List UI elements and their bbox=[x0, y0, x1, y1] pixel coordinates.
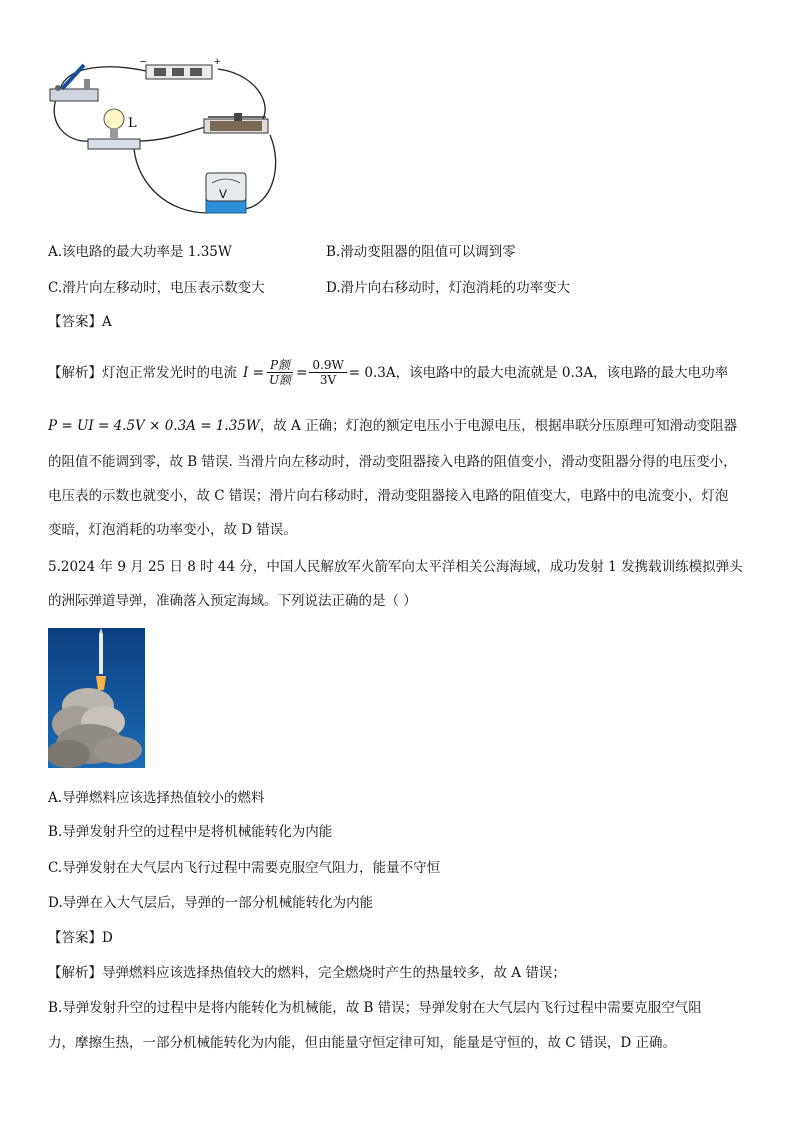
q4-option-d: D.滑片向右移动时，灯泡消耗的功率变大 bbox=[326, 280, 571, 296]
missile-launch-photo bbox=[48, 628, 145, 768]
formula-max-power: P = UI = 4.5V × 0.3A = 1.35W bbox=[48, 418, 260, 434]
formula-voltage-value: 3V bbox=[319, 373, 337, 387]
q5-analysis-line1: 【解析】导弹燃料应该选择热值较大的燃料，完全燃烧时产生的热量较多，故 A 错误； bbox=[48, 965, 566, 981]
formula-fraction-values bbox=[309, 358, 346, 387]
q5-option-d: D.导弹在入大气层后，导弹的一部分机械能转化为内能 bbox=[48, 895, 374, 911]
q4-analysis-line5: 变暗，灯泡消耗的功率变小，故 D 错误。 bbox=[48, 522, 297, 538]
q5-analysis-line2: B.导弹发射升空的过程中是将内能转化为机械能，故 B 错误；导弹发射在大气层内飞行过程中需要克服空气阻 bbox=[48, 1000, 702, 1016]
q4-analysis-line2 bbox=[48, 416, 737, 436]
q5-answer: 【答案】D bbox=[48, 930, 113, 946]
formula-result: = 0.3A bbox=[348, 364, 396, 381]
q4-answer: 【答案】A bbox=[48, 314, 112, 330]
q4-option-b: B.滑动变阻器的阻值可以调到零 bbox=[326, 244, 516, 260]
q4-analysis-line2-rest: ，故 A 正确；灯泡的额定电压小于电源电压，根据串联分压原理可知滑动变阻器 bbox=[259, 418, 738, 434]
q4-option-a: A.该电路的最大功率是 1.35W bbox=[48, 244, 232, 260]
formula-rated-power: P额 bbox=[267, 358, 293, 373]
formula-power-value: 0.9W bbox=[309, 358, 346, 373]
q4-analysis-line1-rest: ，该电路中的最大电流就是 0.3A，该电路的最大电功率 bbox=[395, 364, 729, 381]
formula-equals: = bbox=[296, 364, 308, 381]
q4-analysis-prefix: 【解析】灯泡正常发光时的电流 bbox=[48, 364, 237, 381]
voltmeter-label: V bbox=[219, 187, 228, 201]
q5-stem-line2: 的洲际弹道导弹，准确落入预定海域。下列说法正确的是（ ） bbox=[48, 593, 417, 609]
q5-option-b: B.导弹发射升空的过程中是将机械能转化为内能 bbox=[48, 824, 333, 840]
formula-rated-voltage: U额 bbox=[268, 373, 292, 387]
q5-analysis-line3: 力，摩擦生热，一部分机械能转化为内能，但由能量守恒定律可知，能量是守恒的，故 C 错误，D 正确。 bbox=[48, 1035, 677, 1051]
formula-current-symbol: I = bbox=[243, 364, 264, 381]
battery-component bbox=[146, 65, 212, 79]
q5-option-c: C.导弹发射在大气层内飞行过程中需要克服空气阻力，能量不守恒 bbox=[48, 860, 441, 876]
q4-analysis-line3: 的阻值不能调到零，故 B 错误. 当滑片向左移动时，滑动变阻器接入电路的阻值变小，滑动变阻器分得的电压变小， bbox=[48, 454, 737, 470]
q4-option-c: C.滑片向左移动时，电压表示数变大 bbox=[48, 280, 265, 296]
q4-analysis-line1 bbox=[48, 358, 728, 387]
battery-plus-sign: + bbox=[214, 56, 221, 68]
circuit-diagram bbox=[48, 55, 288, 217]
switch-component bbox=[50, 65, 98, 101]
rheostat-component bbox=[204, 113, 268, 133]
q4-analysis-line4: 电压表的示数也就变小，故 C 错误；滑片向右移动时，滑动变阻器接入电路的阻值变大，电路中的电流变小，灯泡 bbox=[48, 488, 729, 504]
formula-fraction-power-voltage bbox=[266, 358, 294, 387]
lamp-label: L bbox=[128, 116, 137, 131]
q5-stem-line1: 5.2024 年 9 月 25 日 8 时 44 分，中国人民解放军火箭军向太平洋相关公海海域，成功发射 1 发携载训练模拟弹头 bbox=[48, 559, 743, 575]
battery-minus-sign: − bbox=[140, 56, 147, 68]
q5-option-a: A.导弹燃料应该选择热值较小的燃料 bbox=[48, 790, 265, 806]
